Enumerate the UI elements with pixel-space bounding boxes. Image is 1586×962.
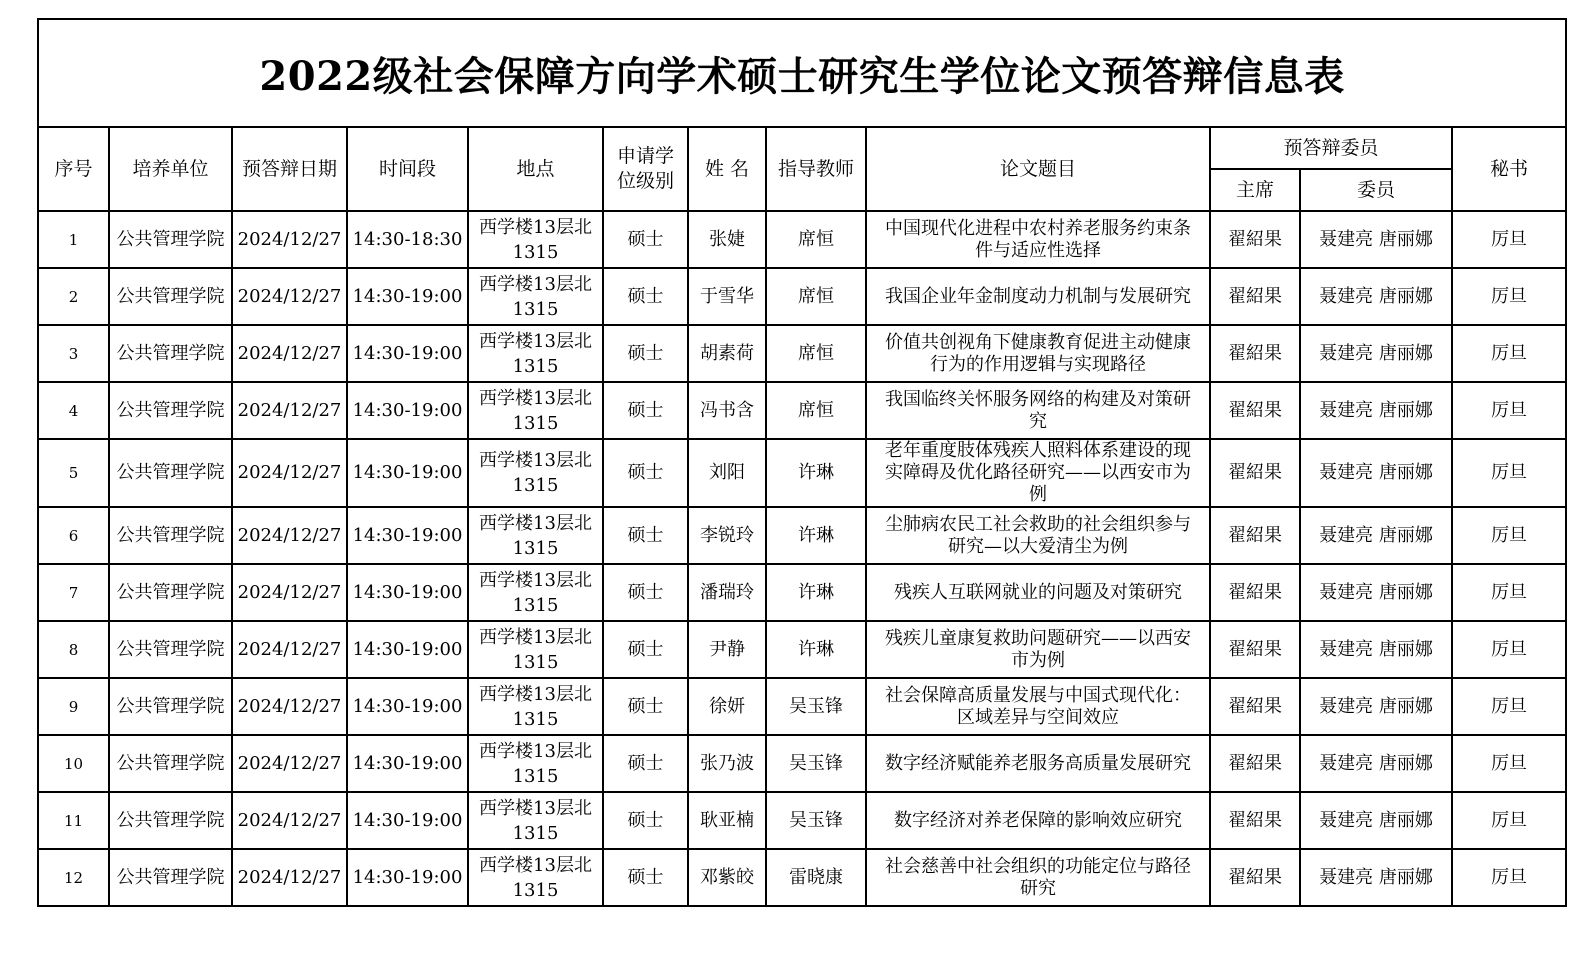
cell-unit: 公共管理学院	[109, 268, 232, 325]
cell-date: 2024/12/27	[232, 268, 347, 325]
cell-name: 邓紫皎	[688, 849, 766, 906]
cell-time: 14:30-19:00	[347, 382, 468, 439]
cell-degree: 硕士	[603, 325, 688, 382]
cell-seq: 5	[38, 439, 109, 507]
cell-location: 西学楼13层北1315	[468, 439, 603, 507]
cell-chair: 翟紹果	[1210, 211, 1300, 268]
cell-secretary: 厉旦	[1452, 211, 1566, 268]
cell-secretary: 厉旦	[1452, 268, 1566, 325]
cell-time: 14:30-19:00	[347, 678, 468, 735]
defense-info-sheet	[37, 18, 1565, 907]
cell-advisor: 席恒	[766, 382, 866, 439]
page-title: 2022级社会保障方向学术硕士研究生学位论文预答辩信息表	[38, 19, 1566, 127]
cell-members: 聂建亮 唐丽娜	[1300, 507, 1452, 564]
cell-name: 徐妍	[688, 678, 766, 735]
cell-name: 刘阳	[688, 439, 766, 507]
cell-topic: 残疾儿童康复救助问题研究——以西安市为例	[866, 621, 1210, 678]
cell-seq: 8	[38, 621, 109, 678]
table-row	[38, 211, 1566, 268]
cell-time: 14:30-19:00	[347, 564, 468, 621]
cell-date: 2024/12/27	[232, 507, 347, 564]
cell-secretary: 厉旦	[1452, 325, 1566, 382]
cell-topic: 我国企业年金制度动力机制与发展研究	[866, 268, 1210, 325]
cell-secretary: 厉旦	[1452, 792, 1566, 849]
cell-secretary: 厉旦	[1452, 678, 1566, 735]
cell-time: 14:30-19:00	[347, 849, 468, 906]
cell-degree: 硕士	[603, 268, 688, 325]
header-unit: 培养单位	[109, 127, 232, 211]
cell-advisor: 吴玉锋	[766, 735, 866, 792]
cell-date: 2024/12/27	[232, 849, 347, 906]
cell-advisor: 席恒	[766, 325, 866, 382]
defense-table	[37, 18, 1567, 907]
cell-degree: 硕士	[603, 792, 688, 849]
cell-name: 尹静	[688, 621, 766, 678]
cell-degree: 硕士	[603, 439, 688, 507]
cell-secretary: 厉旦	[1452, 564, 1566, 621]
cell-chair: 翟紹果	[1210, 678, 1300, 735]
cell-advisor: 席恒	[766, 211, 866, 268]
header-degree: 申请学位级别	[603, 127, 688, 211]
cell-location: 西学楼13层北1315	[468, 564, 603, 621]
table-row	[38, 792, 1566, 849]
cell-time: 14:30-19:00	[347, 325, 468, 382]
cell-members: 聂建亮 唐丽娜	[1300, 621, 1452, 678]
cell-seq: 12	[38, 849, 109, 906]
cell-advisor: 吴玉锋	[766, 678, 866, 735]
cell-unit: 公共管理学院	[109, 621, 232, 678]
cell-members: 聂建亮 唐丽娜	[1300, 439, 1452, 507]
header-secretary: 秘书	[1452, 127, 1566, 211]
cell-date: 2024/12/27	[232, 621, 347, 678]
cell-seq: 9	[38, 678, 109, 735]
cell-degree: 硕士	[603, 211, 688, 268]
cell-secretary: 厉旦	[1452, 507, 1566, 564]
cell-date: 2024/12/27	[232, 792, 347, 849]
cell-seq: 1	[38, 211, 109, 268]
cell-chair: 翟紹果	[1210, 268, 1300, 325]
cell-name: 张婕	[688, 211, 766, 268]
cell-unit: 公共管理学院	[109, 325, 232, 382]
header-members: 委员	[1300, 169, 1452, 211]
cell-name: 于雪华	[688, 268, 766, 325]
cell-location: 西学楼13层北1315	[468, 507, 603, 564]
cell-topic: 社会保障高质量发展与中国式现代化：区域差异与空间效应	[866, 678, 1210, 735]
table-row	[38, 849, 1566, 906]
cell-name: 张乃波	[688, 735, 766, 792]
header-chair: 主席	[1210, 169, 1300, 211]
header-time: 时间段	[347, 127, 468, 211]
cell-location: 西学楼13层北1315	[468, 211, 603, 268]
cell-unit: 公共管理学院	[109, 439, 232, 507]
cell-chair: 翟紹果	[1210, 792, 1300, 849]
cell-degree: 硕士	[603, 621, 688, 678]
cell-topic: 社会慈善中社会组织的功能定位与路径研究	[866, 849, 1210, 906]
cell-secretary: 厉旦	[1452, 439, 1566, 507]
table-row	[38, 268, 1566, 325]
cell-degree: 硕士	[603, 735, 688, 792]
cell-members: 聂建亮 唐丽娜	[1300, 849, 1452, 906]
cell-degree: 硕士	[603, 849, 688, 906]
cell-date: 2024/12/27	[232, 211, 347, 268]
cell-time: 14:30-19:00	[347, 439, 468, 507]
cell-members: 聂建亮 唐丽娜	[1300, 382, 1452, 439]
cell-advisor: 许琳	[766, 621, 866, 678]
cell-topic: 数字经济赋能养老服务高质量发展研究	[866, 735, 1210, 792]
cell-seq: 6	[38, 507, 109, 564]
cell-topic: 残疾人互联网就业的问题及对策研究	[866, 564, 1210, 621]
cell-date: 2024/12/27	[232, 678, 347, 735]
cell-seq: 3	[38, 325, 109, 382]
cell-time: 14:30-19:00	[347, 792, 468, 849]
header-date: 预答辩日期	[232, 127, 347, 211]
cell-chair: 翟紹果	[1210, 849, 1300, 906]
cell-topic: 中国现代化进程中农村养老服务约束条件与适应性选择	[866, 211, 1210, 268]
cell-degree: 硕士	[603, 564, 688, 621]
cell-chair: 翟紹果	[1210, 564, 1300, 621]
cell-advisor: 许琳	[766, 439, 866, 507]
cell-advisor: 吴玉锋	[766, 792, 866, 849]
table-row	[38, 621, 1566, 678]
table-row	[38, 439, 1566, 507]
cell-degree: 硕士	[603, 507, 688, 564]
cell-topic: 尘肺病农民工社会救助的社会组织参与研究—以大爱清尘为例	[866, 507, 1210, 564]
cell-name: 潘瑞玲	[688, 564, 766, 621]
table-row	[38, 678, 1566, 735]
cell-topic: 老年重度肢体残疾人照料体系建设的现实障碍及优化路径研究——以西安市为例	[866, 439, 1210, 507]
cell-chair: 翟紹果	[1210, 507, 1300, 564]
cell-seq: 11	[38, 792, 109, 849]
cell-chair: 翟紹果	[1210, 382, 1300, 439]
header-committee: 预答辩委员	[1210, 127, 1452, 169]
cell-unit: 公共管理学院	[109, 382, 232, 439]
cell-location: 西学楼13层北1315	[468, 849, 603, 906]
cell-time: 14:30-18:30	[347, 211, 468, 268]
table-row	[38, 735, 1566, 792]
header-name: 姓 名	[688, 127, 766, 211]
cell-chair: 翟紹果	[1210, 325, 1300, 382]
cell-unit: 公共管理学院	[109, 211, 232, 268]
cell-unit: 公共管理学院	[109, 564, 232, 621]
header-seq: 序号	[38, 127, 109, 211]
cell-chair: 翟紹果	[1210, 735, 1300, 792]
cell-unit: 公共管理学院	[109, 792, 232, 849]
cell-seq: 2	[38, 268, 109, 325]
cell-name: 胡素荷	[688, 325, 766, 382]
cell-seq: 4	[38, 382, 109, 439]
cell-name: 耿亚楠	[688, 792, 766, 849]
cell-members: 聂建亮 唐丽娜	[1300, 211, 1452, 268]
cell-chair: 翟紹果	[1210, 621, 1300, 678]
cell-degree: 硕士	[603, 678, 688, 735]
cell-members: 聂建亮 唐丽娜	[1300, 678, 1452, 735]
table-row	[38, 507, 1566, 564]
cell-date: 2024/12/27	[232, 439, 347, 507]
cell-date: 2024/12/27	[232, 564, 347, 621]
cell-location: 西学楼13层北1315	[468, 792, 603, 849]
cell-date: 2024/12/27	[232, 735, 347, 792]
cell-name: 冯书含	[688, 382, 766, 439]
cell-advisor: 雷晓康	[766, 849, 866, 906]
cell-topic: 数字经济对养老保障的影响效应研究	[866, 792, 1210, 849]
table-body	[38, 211, 1566, 906]
cell-unit: 公共管理学院	[109, 735, 232, 792]
cell-seq: 7	[38, 564, 109, 621]
header-advisor: 指导教师	[766, 127, 866, 211]
cell-time: 14:30-19:00	[347, 621, 468, 678]
cell-topic: 我国临终关怀服务网络的构建及对策研究	[866, 382, 1210, 439]
cell-advisor: 许琳	[766, 507, 866, 564]
cell-unit: 公共管理学院	[109, 849, 232, 906]
cell-advisor: 席恒	[766, 268, 866, 325]
cell-time: 14:30-19:00	[347, 507, 468, 564]
cell-members: 聂建亮 唐丽娜	[1300, 325, 1452, 382]
cell-secretary: 厉旦	[1452, 621, 1566, 678]
cell-secretary: 厉旦	[1452, 382, 1566, 439]
cell-location: 西学楼13层北1315	[468, 268, 603, 325]
cell-secretary: 厉旦	[1452, 849, 1566, 906]
table-row	[38, 325, 1566, 382]
cell-seq: 10	[38, 735, 109, 792]
cell-degree: 硕士	[603, 382, 688, 439]
cell-date: 2024/12/27	[232, 325, 347, 382]
header-topic: 论文题目	[866, 127, 1210, 211]
cell-topic: 价值共创视角下健康教育促进主动健康行为的作用逻辑与实现路径	[866, 325, 1210, 382]
cell-chair: 翟紹果	[1210, 439, 1300, 507]
cell-location: 西学楼13层北1315	[468, 325, 603, 382]
cell-advisor: 许琳	[766, 564, 866, 621]
cell-unit: 公共管理学院	[109, 507, 232, 564]
cell-members: 聂建亮 唐丽娜	[1300, 564, 1452, 621]
header-location: 地点	[468, 127, 603, 211]
cell-unit: 公共管理学院	[109, 678, 232, 735]
table-row	[38, 564, 1566, 621]
cell-time: 14:30-19:00	[347, 268, 468, 325]
cell-location: 西学楼13层北1315	[468, 678, 603, 735]
cell-date: 2024/12/27	[232, 382, 347, 439]
cell-location: 西学楼13层北1315	[468, 735, 603, 792]
cell-members: 聂建亮 唐丽娜	[1300, 792, 1452, 849]
cell-location: 西学楼13层北1315	[468, 621, 603, 678]
table-row	[38, 382, 1566, 439]
cell-time: 14:30-19:00	[347, 735, 468, 792]
cell-secretary: 厉旦	[1452, 735, 1566, 792]
cell-name: 李锐玲	[688, 507, 766, 564]
cell-members: 聂建亮 唐丽娜	[1300, 268, 1452, 325]
cell-members: 聂建亮 唐丽娜	[1300, 735, 1452, 792]
cell-location: 西学楼13层北1315	[468, 382, 603, 439]
